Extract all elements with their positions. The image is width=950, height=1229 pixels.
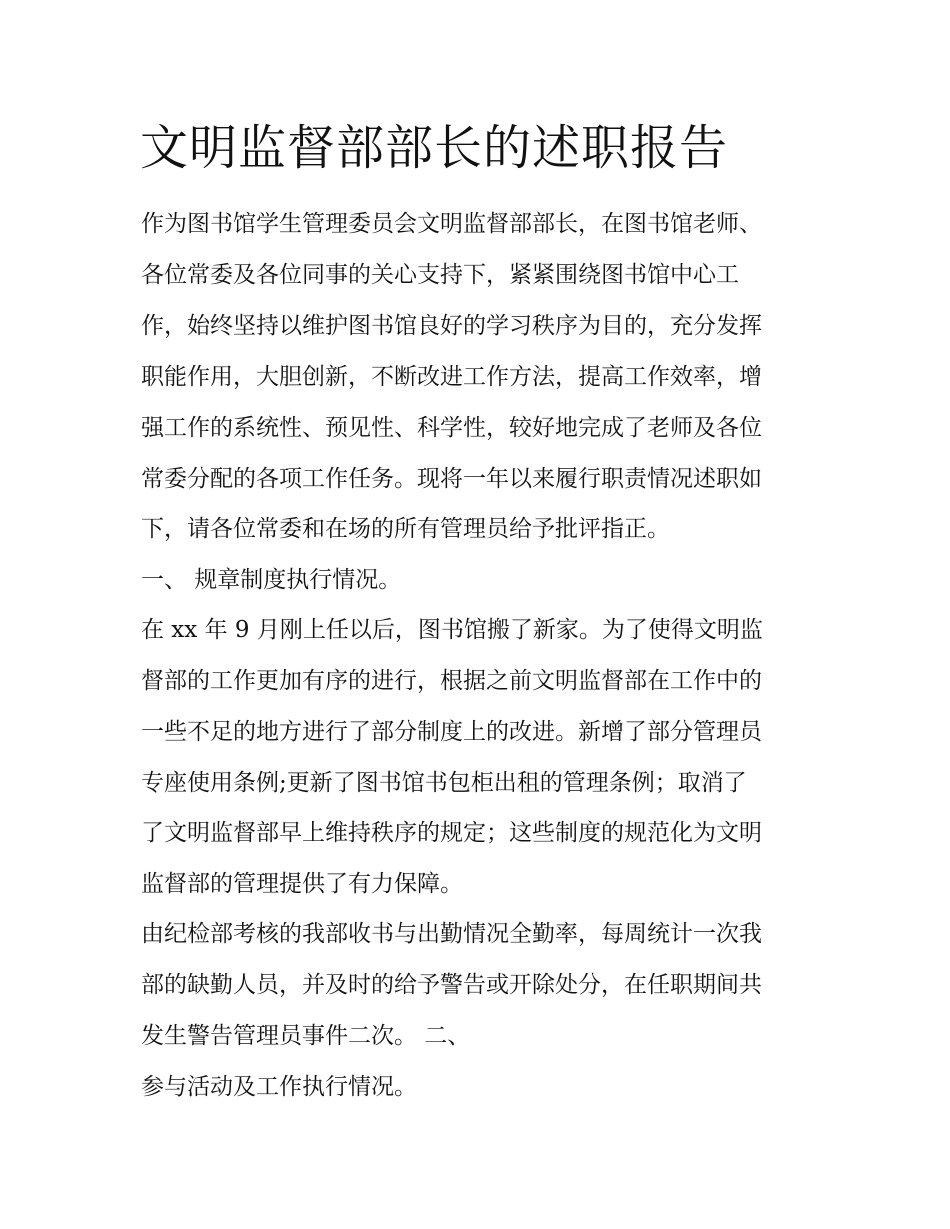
- body-line: 各位常委及各位同事的关心支持下，紧紧围绕图书馆中心工: [141, 262, 739, 288]
- body-line: 督部的工作更加有序的进行，根据之前文明监督部在工作中的: [141, 668, 762, 694]
- body-line: 强工作的系统性、预见性、科学性，较好地完成了老师及各位: [141, 415, 762, 441]
- body-line: 部的缺勤人员，并及时的给予警告或开除处分，在任职期间共: [141, 972, 762, 998]
- body-line: 发生警告管理员事件二次。 二、: [141, 1023, 471, 1049]
- body-line: 职能作用，大胆创新，不断改进工作方法，提高工作效率，增: [141, 364, 762, 390]
- body-line: 一些不足的地方进行了部分制度上的改进。新增了部分管理员: [141, 719, 762, 745]
- body-line: 由纪检部考核的我部收书与出勤情况全勤率，每周统计一次我: [141, 921, 762, 947]
- body-line: 监督部的管理提供了有力保障。: [141, 871, 463, 897]
- body-line: 常委分配的各项工作任务。现将一年以来履行职责情况述职如: [141, 466, 762, 492]
- section-heading: 参与活动及工作执行情况。: [141, 1074, 417, 1100]
- body-line: 专座使用条例;更新了图书馆书包柜出租的管理条例；取消了: [141, 770, 747, 796]
- body-line: 作，始终坚持以维护图书馆良好的学习秩序为目的，充分发挥: [141, 313, 762, 339]
- body-line: 了文明监督部早上维持秩序的规定；这些制度的规范化为文明: [141, 820, 762, 846]
- body-line: 作为图书馆学生管理委员会文明监督部部长，在图书馆老师、: [141, 211, 762, 237]
- body-line: 在 xx 年 9 月刚上任以后，图书馆搬了新家。为了使得文明监: [141, 617, 763, 643]
- section-heading: 一、 规章制度执行情况。: [141, 567, 402, 593]
- body-line: 下，请各位常委和在场的所有管理员给予批评指正。: [141, 516, 670, 542]
- document-title: 文明监督部部长的述职报告: [140, 120, 729, 176]
